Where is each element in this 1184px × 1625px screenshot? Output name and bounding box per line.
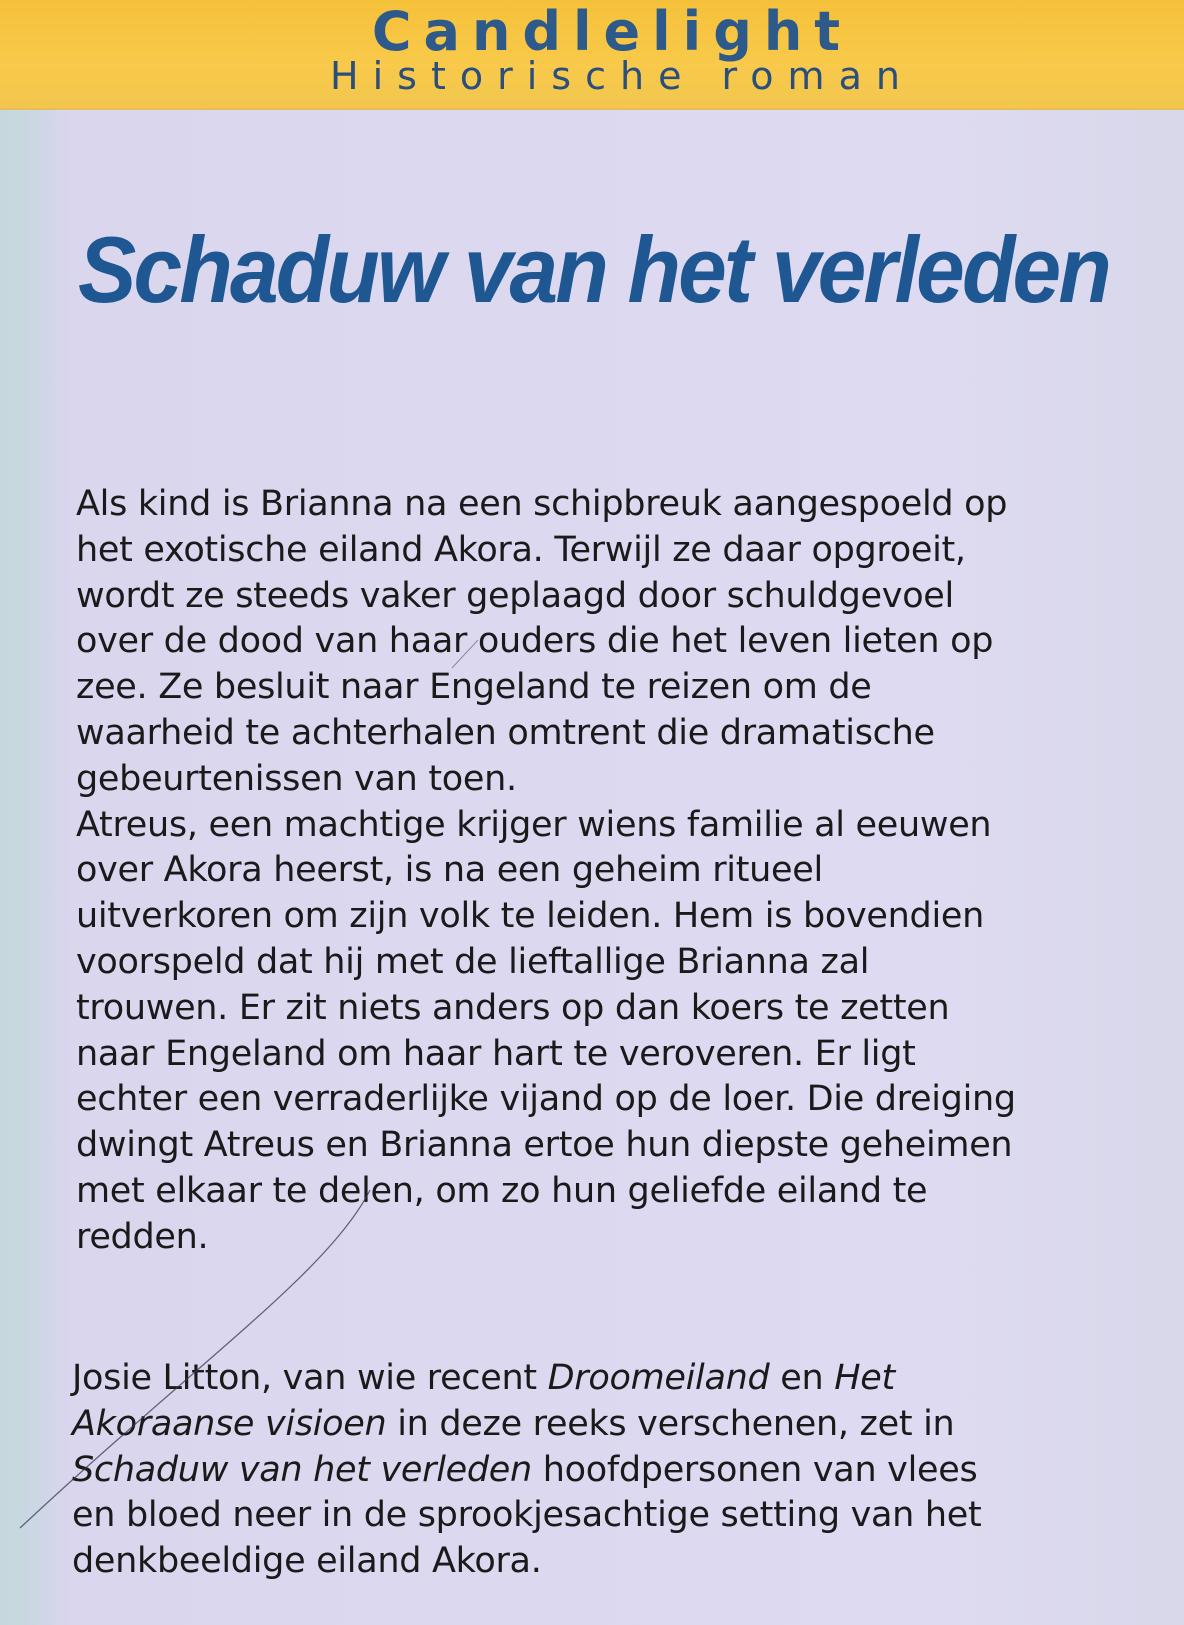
blurb-paragraph-1: Als kind is Brianna na een schipbreuk aangespoeld op het exotische eiland Akora. Terwijl ze daar opgroeit, wordt ze steeds vaker geplaagd door schuldgevoel over de dood van haar ouders die het leven lieten op zee. Ze besluit naar Engeland te reizen om de waarheid te achterhalen omtrent die dramatische gebeurtenissen van toen. — [76, 484, 1008, 799]
author-note-text-4: hoofdpersonen van vlees en bloed neer in de sprookjesachtige setting van het denkbeeldige eiland Akora. — [72, 1449, 982, 1582]
author-book-title-2: Het Akoraanse visioen — [72, 1358, 895, 1444]
author-note — [72, 1356, 1022, 1585]
series-label: Historische roman — [330, 54, 914, 98]
blurb-paragraph-2: Atreus, een machtige krijger wiens familie al eeuwen over Akora heerst, is na een geheim ritueel uitverkoren om zijn volk te leiden. Hem is bovendien voorspeld dat hij met de lieftallige Brianna zal trouwen. Er zit niets anders op dan koers te zetten naar Engeland om haar hart te veroveren. Er ligt echter een verraderlijke vijand op de loer. Die dreiging dwingt Atreus en Brianna ertoe hun diepste geheimen met elkaar te delen, om zo hun geliefde eiland te redden. — [76, 804, 1016, 1257]
series-banner — [0, 0, 1184, 110]
book-blurb — [76, 482, 1016, 1261]
author-book-title-1: Droomeiland — [547, 1358, 770, 1398]
brand-name: Candlelight — [371, 0, 853, 63]
author-note-text-1: Josie Litton, van wie recent — [72, 1358, 548, 1398]
author-book-title-3: Schaduw van het verleden — [72, 1449, 532, 1490]
author-note-text-2: en — [769, 1358, 835, 1398]
cover-edge-shading — [0, 108, 60, 1625]
author-note-text-3: in deze reeks verschenen, zet in — [386, 1403, 955, 1444]
book-title: Schaduw van het verleden — [78, 217, 1110, 322]
